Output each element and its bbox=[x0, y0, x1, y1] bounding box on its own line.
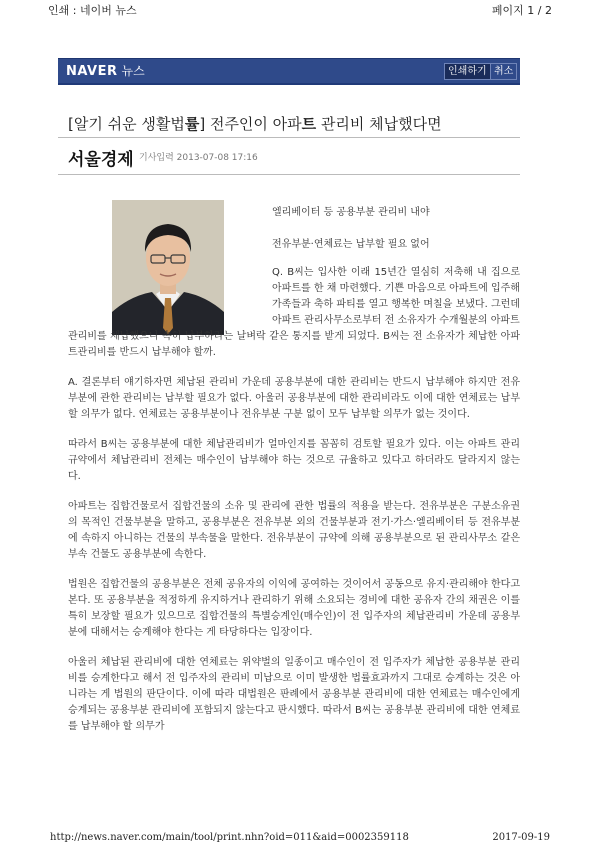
print-page-header bbox=[48, 0, 552, 18]
headline-prefix: [알기 쉬운 생활법 bbox=[68, 115, 185, 133]
footer-date: 2017-09-19 bbox=[492, 832, 550, 843]
press-logo: 서울경제 bbox=[68, 150, 134, 170]
paragraph: 따라서 B씨는 공용부분에 대한 체납관리비가 얼마인지를 꼼꼼히 검토할 필요가 있다. 이는 아파트 관리규약에서 체납관리비 전체는 매수인이 납부해야 하는 것으로 규율하고 있다고 하더라도 달라지지 않는다. bbox=[68, 439, 520, 482]
headline-mid: ] 전주인이 아파 bbox=[199, 115, 302, 133]
headline-divider bbox=[58, 137, 520, 138]
headline-bold: 률 bbox=[184, 115, 200, 133]
headline-bold2: 트 bbox=[301, 115, 317, 133]
article-body bbox=[68, 265, 520, 749]
headline-suffix: 관리비 체납했다면 bbox=[316, 115, 442, 133]
print-title: 인쇄 : 네이버 뉴스 bbox=[48, 4, 137, 17]
article-timestamp: 기사입력 2013-07-08 17:16 bbox=[139, 153, 258, 163]
paragraph: A. 결론부터 얘기하자면 체납된 관리비 가운데 공용부분에 대한 관리비는 반드시 납부해야 하지만 전유부분에 관한 관리비는 납부할 필요가 없다. 아울러 공용부분에 대한 관리비라도 이에 대한 연체료는 납부할 의무가 없다. 연체료는 공용부분이나 전유부분 구분 없이 모두 납부할 의무가 없는 것이다. bbox=[68, 377, 520, 420]
paragraph: 법원은 집합건물의 공용부분은 전체 공유자의 이익에 공여하는 것이어서 공동으로 유지·관리해야 한다고 본다. 또 공용부분을 적정하게 유지하거나 관리하기 위해 소요되는 경비에 대한 공유자 간의 채권은 이를 특히 보장할 필요가 있으므로 집합건물의 특별승계인(매수인)이 전 입주자의 체납관리비 가운데 공용부분에 대해서는 승계해야 한다는 게 타당하다는 입장이다. bbox=[68, 579, 520, 638]
footer-url: http://news.naver.com/main/tool/print.nhn?oid=011&aid=0002359118 bbox=[50, 832, 409, 843]
question-part-1: Q. B씨는 입사한 이래 15년간 열심히 저축해 내 집으로 아파트를 한 채 마련했다. 기쁜 마음으로 아파트에 입주해 가족들과 축하 파티를 열고 행복한 며칠을 보냈다. 그런데 아파트 관리사무소로부터 전 소유자가 수개월분의 아파트 bbox=[272, 267, 520, 326]
question-part-2: 관리비를 체납했으니 속히 납부하라는 날벼락 같은 통지를 받게 되었다. B씨는 전 소유자가 체납한 아파트관리비를 반드시 납부해야 할까. bbox=[68, 331, 520, 358]
page-indicator: 페이지 1 / 2 bbox=[491, 4, 552, 17]
cancel-button[interactable]: 취소 bbox=[490, 63, 517, 80]
subtitle-2: 전유부분·연체료는 납부할 필요 없어 bbox=[272, 239, 430, 250]
subtitle-1: 엘리베이터 등 공용부분 관리비 내야 bbox=[272, 207, 430, 218]
brand-section: 뉴스 bbox=[121, 64, 145, 78]
naver-news-logo bbox=[66, 62, 145, 79]
paragraph: 아파트는 집합건물로서 집합건물의 소유 및 관리에 관한 법률의 적용을 받는다. 전유부분은 구분소유권의 목적인 건물부분을 말하고, 공용부분은 전유부분 외의 건물부분과 전기·가스·엘리베이터 등 전유부분에 속하지 아니하는 건물의 부속물을 말한다. 전유부분이 규약에 의해 공용부분으로 된 관리사무소 같은 부속 건물도 공용부분에 속한다. bbox=[68, 501, 520, 560]
brand-name: NAVER bbox=[66, 64, 118, 79]
meta-divider bbox=[58, 174, 520, 175]
paragraph: 아울러 체납된 관리비에 대한 연체료는 위약벌의 일종이고 매수인이 전 입주자가 체납한 공용부분 관리비를 승계한다고 해서 전 입주자의 관리비 미납으로 이미 발생한 법률효과까지 그대로 승계하는 것은 아니라는 게 법원의 판단이다. 이에 따라 대법원은 판례에서 공용부분 관리비에 대한 연체료는 매수인에게 승계되는 공용부분 관리비에 포함되지 않는다고 판시했다. 따라서 B씨는 공용부분 관리비에 대한 연체료를 납부해야 할 의무가 bbox=[68, 657, 520, 732]
article-headline bbox=[68, 113, 442, 134]
print-button[interactable]: 인쇄하기 bbox=[444, 63, 491, 80]
naver-news-bar bbox=[58, 58, 520, 85]
